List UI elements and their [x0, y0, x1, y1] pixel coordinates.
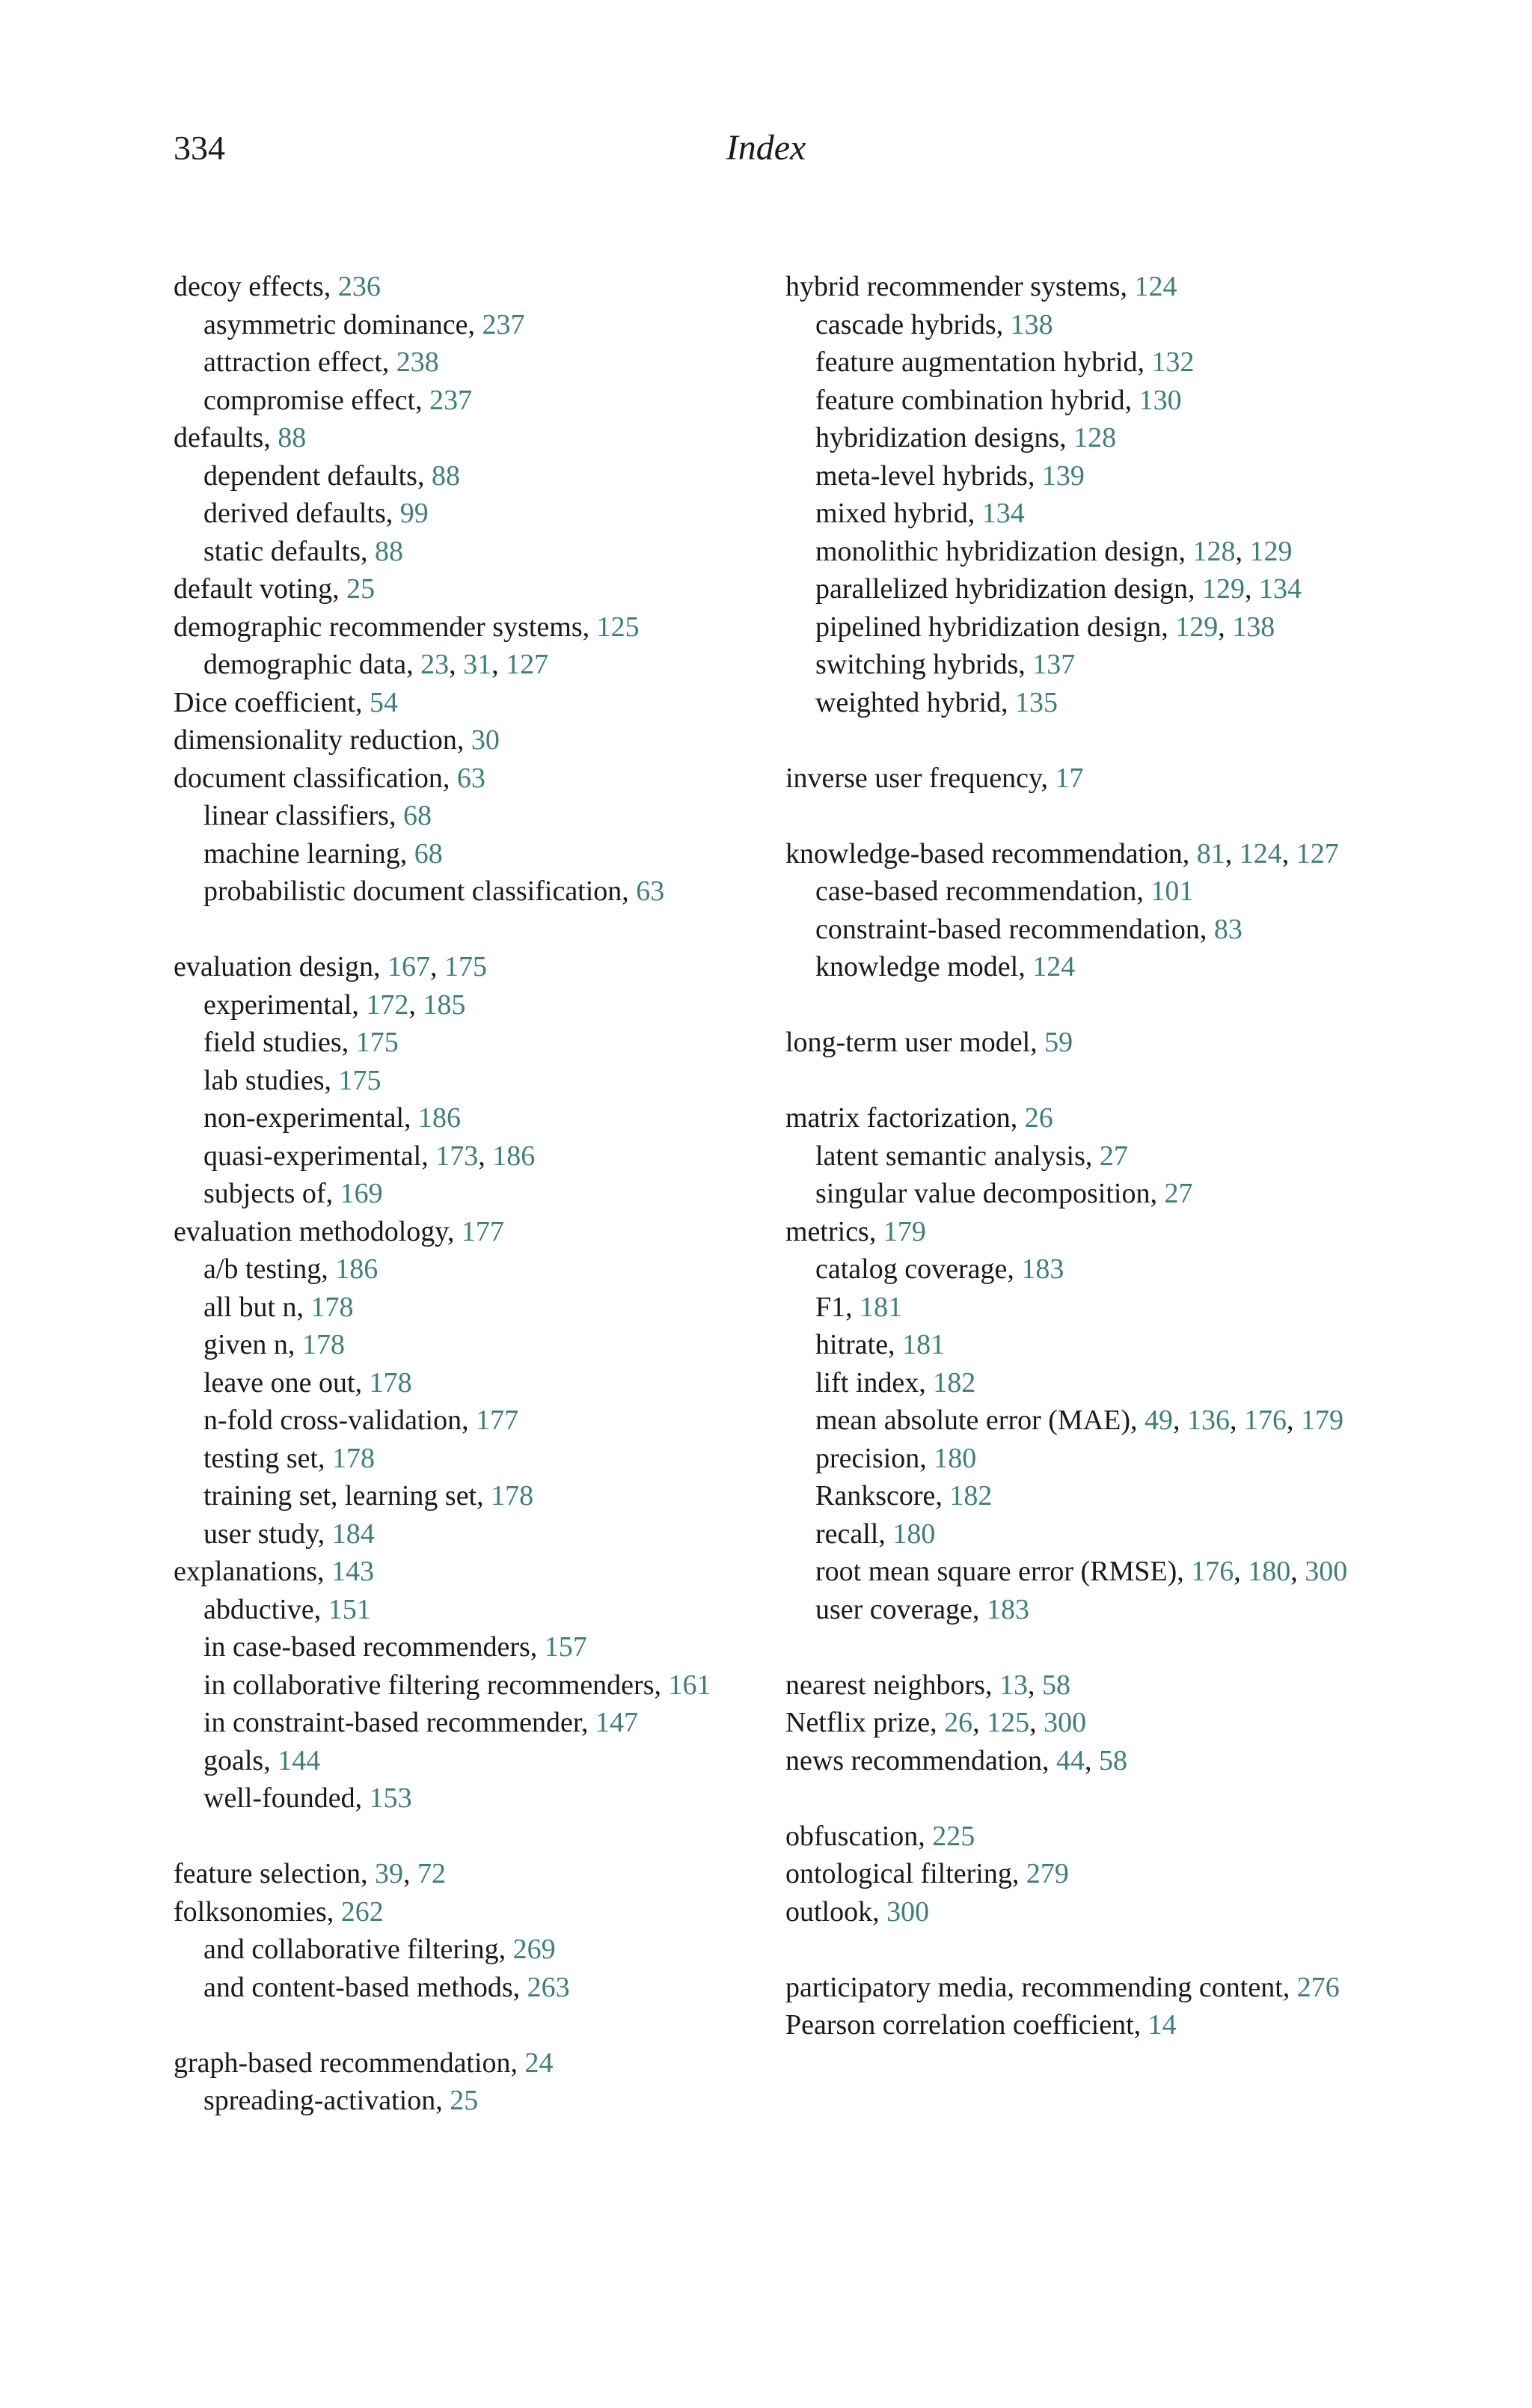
index-entry [174, 760, 787, 798]
index-subentry [174, 1515, 787, 1553]
page-reference-link[interactable]: 23 [420, 649, 450, 680]
index-term: user study, [203, 1518, 332, 1550]
page-reference-link[interactable]: 128 [1192, 535, 1236, 567]
index-entry [785, 1969, 1399, 2007]
page-reference-link[interactable]: 58 [1041, 1669, 1070, 1701]
index-term: lift index, [815, 1366, 934, 1399]
index-term: catalog coverage, [815, 1253, 1022, 1285]
page-reference-link[interactable]: 88 [374, 535, 403, 567]
index-term: parallelized hybridization design, [815, 573, 1203, 605]
index-subentry [785, 1364, 1399, 1402]
page-reference-link[interactable]: 237 [482, 308, 525, 340]
index-term: matrix factorization, [785, 1102, 1025, 1134]
page-reference-link[interactable]: 125 [596, 611, 640, 643]
index-term: training set, learning set, [203, 1480, 491, 1512]
index-term: F1, [815, 1291, 860, 1323]
index-term: nearest neighbors, [785, 1669, 999, 1701]
index-subentry [174, 495, 787, 533]
index-entry: knowledge-based recommendation, 81, 124, 127 [785, 837, 1339, 870]
index-entry [785, 1099, 1399, 1137]
index-term: hybridization designs, [815, 422, 1074, 453]
page-reference-link[interactable]: 101 [1150, 876, 1194, 907]
page-reference-link[interactable]: 300 [1044, 1707, 1087, 1738]
index-term: knowledge-based recommendation, [785, 837, 1197, 870]
index-term: ontological filtering, [785, 1858, 1026, 1889]
index-subentry [174, 1326, 787, 1364]
page-reference-link[interactable]: 124 [1032, 951, 1076, 983]
page-reference-link[interactable]: 179 [883, 1215, 926, 1247]
index-subentry: root mean square error (RMSE), 176, 180, 300 [815, 1556, 1348, 1587]
index-entry: evaluation design, 167, 175 [174, 951, 487, 983]
page-reference-link[interactable]: 225 [932, 1820, 975, 1852]
page-reference-link[interactable]: 127 [506, 649, 549, 680]
index-term: goals, [203, 1744, 278, 1776]
index-term: knowledge model, [815, 951, 1033, 983]
index-term: weighted hybrid, [815, 686, 1016, 718]
index-entry [785, 760, 1399, 798]
page-reference-link[interactable]: 181 [860, 1291, 903, 1323]
index-term: well-founded, [203, 1782, 370, 1814]
page-reference-link[interactable]: 99 [399, 498, 429, 529]
page-reference-link[interactable]: 58 [1098, 1744, 1127, 1776]
index-term: Dice coefficient, [174, 686, 370, 718]
index-subentry [174, 1969, 787, 2007]
index-term: leave one out, [203, 1366, 370, 1399]
page-reference-link[interactable]: 138 [1232, 611, 1275, 643]
index-subentry [174, 1062, 787, 1100]
index-term: root mean square error (RMSE), [815, 1556, 1192, 1587]
page-reference-link[interactable]: 26 [944, 1707, 973, 1738]
page-reference-link[interactable]: 39 [375, 1858, 404, 1889]
index-term: hybrid recommender systems, [785, 271, 1135, 302]
page-reference-link[interactable]: 31 [463, 649, 492, 680]
index-term: constraint-based recommendation, [815, 913, 1214, 945]
page-reference-link[interactable]: 186 [418, 1102, 462, 1134]
index-subentry [174, 1250, 787, 1289]
index-term: user coverage, [815, 1593, 987, 1625]
index-subentry [785, 1289, 1399, 1327]
index-subentry [785, 873, 1399, 911]
page-reference-link[interactable]: 182 [933, 1366, 976, 1399]
index-subentry [785, 646, 1399, 684]
index-subentry [785, 1175, 1399, 1213]
index-subentry [785, 343, 1399, 382]
index-subentry [174, 835, 787, 873]
page-reference-link[interactable]: 180 [934, 1442, 977, 1474]
page-reference-link[interactable]: 68 [414, 837, 443, 870]
page-reference-link[interactable]: 172 [366, 988, 409, 1021]
index-subentry [785, 911, 1399, 949]
index-term: defaults, [174, 422, 278, 453]
page-reference-link[interactable]: 63 [636, 876, 665, 907]
page-reference-link[interactable]: 183 [1021, 1253, 1064, 1285]
index-term: participatory media, recommending content, [785, 1971, 1297, 2003]
index-term: default voting, [174, 573, 347, 605]
page-reference-link[interactable]: 130 [1139, 384, 1182, 416]
index-term: evaluation design, [174, 951, 387, 983]
index-entry [174, 419, 787, 457]
index-term: field studies, [203, 1027, 356, 1058]
page-reference-link[interactable]: 263 [527, 1971, 570, 2003]
page-reference-link[interactable]: 72 [417, 1858, 447, 1889]
index-subentry [174, 1742, 787, 1780]
page-reference-link[interactable]: 125 [987, 1707, 1030, 1738]
index-subentry [785, 1250, 1399, 1289]
index-term: attraction effect, [203, 346, 396, 378]
page-reference-link[interactable]: 175 [355, 1027, 399, 1058]
index-term: recall, [815, 1518, 893, 1550]
page-reference-link[interactable]: 88 [431, 459, 460, 492]
index-term: outlook, [785, 1895, 887, 1928]
index-subentry [174, 1704, 787, 1742]
index-term: demographic data, [203, 649, 421, 680]
index-subentry [785, 457, 1399, 495]
index-subentry [174, 1666, 787, 1705]
page-number: 334 [174, 129, 225, 167]
index-term: probabilistic document classification, [203, 876, 637, 907]
page-reference-link[interactable]: 30 [471, 724, 500, 756]
index-subentry [174, 2082, 787, 2120]
page-reference-link[interactable]: 139 [1041, 459, 1085, 492]
page-reference-link[interactable]: 68 [402, 800, 432, 831]
index-term: singular value decomposition, [815, 1178, 1165, 1209]
index-entry [785, 1818, 1399, 1856]
index-entry [174, 1213, 787, 1251]
page-reference-link[interactable]: 134 [1259, 573, 1302, 605]
index-term: evaluation methodology, [174, 1215, 462, 1247]
index-entry: feature selection, 39, 72 [174, 1858, 447, 1889]
index-term: non-experimental, [203, 1102, 419, 1134]
index-subentry: quasi-experimental, 173, 186 [203, 1140, 536, 1172]
index-entry [174, 2044, 787, 2082]
index-subentry [174, 1024, 787, 1062]
page-reference-link[interactable]: 13 [999, 1669, 1028, 1701]
page-reference-link[interactable]: 147 [595, 1707, 638, 1738]
index-term: asymmetric dominance, [203, 308, 482, 340]
page-reference-link[interactable]: 14 [1148, 2009, 1177, 2041]
index-term: compromise effect, [203, 384, 430, 416]
index-term: feature selection, [174, 1858, 376, 1889]
page-reference-link[interactable]: 279 [1026, 1858, 1069, 1889]
index-term: linear classifiers, [203, 800, 403, 831]
page-reference-link[interactable]: 129 [1175, 611, 1219, 643]
page-reference-link[interactable]: 132 [1151, 346, 1195, 378]
page-reference-link[interactable]: 124 [1134, 271, 1177, 302]
index-subentry [174, 797, 787, 835]
index-term: explanations, [174, 1556, 332, 1587]
page-reference-link[interactable]: 178 [301, 1329, 345, 1360]
page-reference-link[interactable]: 185 [423, 988, 466, 1021]
page-reference-link[interactable]: 59 [1044, 1027, 1073, 1058]
index-subentry [174, 1779, 787, 1818]
page-reference-link[interactable]: 124 [1239, 837, 1282, 870]
page-reference-link[interactable]: 49 [1145, 1405, 1174, 1436]
page-reference-link[interactable]: 25 [346, 573, 376, 605]
page-reference-link[interactable]: 180 [892, 1518, 936, 1550]
index-subentry [785, 1440, 1399, 1478]
index-subentry: pipelined hybridization design, 129, 138 [815, 611, 1275, 643]
index-entry [174, 1893, 787, 1931]
page-reference-link[interactable]: 129 [1202, 573, 1245, 605]
index-subentry [174, 306, 787, 344]
index-term: obfuscation, [785, 1820, 933, 1852]
index-subentry [785, 382, 1399, 420]
index-term: mean absolute error (MAE), [815, 1405, 1145, 1436]
index-subentry [174, 457, 787, 495]
page-reference-link[interactable]: 161 [668, 1669, 711, 1701]
index-subentry [785, 948, 1399, 986]
index-entry [785, 1893, 1399, 1931]
index-entry [174, 268, 787, 306]
page-reference-link[interactable]: 186 [335, 1253, 379, 1285]
index-subentry: demographic data, 23, 31, 127 [203, 649, 549, 680]
index-entry [174, 1553, 787, 1591]
page-reference-link[interactable]: 137 [1032, 649, 1076, 680]
page-reference-link[interactable]: 237 [429, 384, 473, 416]
index-term: quasi-experimental, [203, 1140, 436, 1172]
page-reference-link[interactable]: 25 [450, 2085, 479, 2116]
index-subentry [174, 382, 787, 420]
page-reference-link[interactable]: 178 [491, 1480, 534, 1512]
page-reference-link[interactable]: 129 [1249, 535, 1293, 567]
running-head-title: Index [726, 128, 806, 168]
index-entry: news recommendation, 44, 58 [785, 1744, 1127, 1776]
page-reference-link[interactable]: 173 [435, 1140, 479, 1172]
index-term: all but n, [203, 1291, 311, 1323]
index-term: monolithic hybridization design, [815, 535, 1193, 567]
index-entry [785, 1855, 1399, 1893]
index-subentry [785, 1515, 1399, 1553]
page-reference-link[interactable]: 136 [1187, 1405, 1231, 1436]
index-subentry [174, 1477, 787, 1515]
index-term: folksonomies, [174, 1895, 341, 1928]
index-subentry [785, 1591, 1399, 1629]
index-term: dependent defaults, [203, 459, 432, 492]
page-reference-link[interactable]: 175 [444, 951, 487, 983]
index-term: demographic recommender systems, [174, 611, 597, 643]
index-entry [785, 2006, 1399, 2044]
index-subentry [174, 1931, 787, 1969]
index-term: testing set, [203, 1442, 333, 1474]
index-term: given n, [203, 1329, 302, 1360]
index-term: lab studies, [203, 1064, 339, 1096]
page-reference-link[interactable]: 134 [981, 498, 1025, 529]
page-reference-link[interactable]: 236 [337, 271, 381, 302]
page-reference-link[interactable]: 178 [369, 1366, 412, 1399]
index-entry [174, 570, 787, 608]
index-term: latent semantic analysis, [815, 1140, 1100, 1172]
index-subentry: experimental, 172, 185 [203, 988, 466, 1021]
index-term: metrics, [785, 1215, 883, 1247]
index-term: spreading-activation, [203, 2085, 450, 2116]
index-subentry [174, 1289, 787, 1327]
index-term: Rankscore, [815, 1480, 950, 1512]
page-reference-link[interactable]: 269 [512, 1934, 556, 1965]
index-term: n-fold cross-validation, [203, 1405, 477, 1436]
index-subentry [785, 306, 1399, 344]
index-term: in collaborative filtering recommenders, [203, 1669, 669, 1701]
page-reference-link[interactable]: 181 [902, 1329, 946, 1360]
page-reference-link[interactable]: 177 [476, 1405, 519, 1436]
index-subentry [785, 1326, 1399, 1364]
index-subentry [174, 1364, 787, 1402]
index-term: precision, [815, 1442, 934, 1474]
index-subentry: mean absolute error (MAE), 49, 136, 176, 179 [815, 1405, 1344, 1436]
page-reference-link[interactable]: 186 [492, 1140, 536, 1172]
page-reference-link[interactable]: 238 [396, 346, 439, 378]
page-reference-link[interactable]: 135 [1015, 686, 1058, 718]
index-term: meta-level hybrids, [815, 459, 1042, 492]
page-reference-link[interactable]: 127 [1296, 837, 1339, 870]
index-subentry [174, 1440, 787, 1478]
page-reference-link[interactable]: 151 [328, 1593, 371, 1625]
page-reference-link[interactable]: 153 [369, 1782, 412, 1814]
index-entry: Netflix prize, 26, 125, 300 [785, 1707, 1087, 1738]
index-term: and content-based methods, [203, 1971, 527, 2003]
page-reference-link[interactable]: 128 [1073, 422, 1117, 453]
page-reference-link[interactable]: 27 [1164, 1178, 1193, 1209]
page-reference-link[interactable]: 88 [278, 422, 307, 453]
index-column-right [785, 268, 1399, 2044]
page-reference-link[interactable]: 63 [456, 762, 485, 794]
index-subentry [174, 343, 787, 382]
page-reference-link[interactable]: 276 [1296, 1971, 1340, 2003]
index-subentry [174, 1402, 787, 1440]
index-term: machine learning, [203, 837, 414, 870]
index-term: switching hybrids, [815, 649, 1033, 680]
index-term: graph-based recommendation, [174, 2047, 525, 2079]
index-subentry [785, 419, 1399, 457]
index-term: static defaults, [203, 535, 375, 567]
index-term: in constraint-based recommender, [203, 1707, 595, 1738]
index-term: cascade hybrids, [815, 308, 1011, 340]
page-reference-link[interactable]: 300 [886, 1895, 930, 1928]
page-reference-link[interactable]: 184 [331, 1518, 375, 1550]
index-subentry [785, 1477, 1399, 1515]
index-term: feature combination hybrid, [815, 384, 1139, 416]
page-reference-link[interactable]: 157 [544, 1631, 587, 1663]
index-term: Pearson correlation coefficient, [785, 2009, 1148, 2041]
index-subentry [785, 495, 1399, 533]
page-reference-link[interactable]: 176 [1244, 1405, 1287, 1436]
index-subentry [174, 1628, 787, 1666]
page-reference-link[interactable]: 183 [986, 1593, 1029, 1625]
index-subentry [174, 1175, 787, 1213]
page-reference-link[interactable]: 54 [370, 686, 398, 718]
index-subentry: monolithic hybridization design, 128, 129 [815, 535, 1293, 567]
index-term: news recommendation, [785, 1744, 1056, 1776]
index-term: experimental, [203, 988, 367, 1021]
index-subentry: parallelized hybridization design, 129, 134 [815, 573, 1302, 605]
index-term: case-based recommendation, [815, 876, 1151, 907]
page-reference-link[interactable]: 27 [1099, 1140, 1128, 1172]
index-column-left [174, 268, 787, 2120]
index-term: derived defaults, [203, 498, 400, 529]
index-subentry [785, 684, 1399, 722]
page-reference-link[interactable]: 178 [332, 1442, 376, 1474]
index-term: and collaborative filtering, [203, 1934, 513, 1965]
page-reference-link[interactable]: 175 [338, 1064, 382, 1096]
page-reference-link[interactable]: 167 [387, 951, 430, 983]
index-entry [785, 268, 1399, 306]
index-entry [785, 1024, 1399, 1062]
page-reference-link[interactable]: 169 [340, 1178, 383, 1209]
index-subentry [174, 873, 787, 911]
page-reference-link[interactable]: 17 [1055, 762, 1084, 794]
index-term: hitrate, [815, 1329, 903, 1360]
page-reference-link[interactable]: 177 [461, 1215, 504, 1247]
page-reference-link[interactable]: 83 [1213, 913, 1243, 945]
page-reference-link[interactable]: 182 [949, 1480, 993, 1512]
index-entry [174, 684, 787, 722]
index-subentry [174, 533, 787, 571]
index-term: dimensionality reduction, [174, 724, 471, 756]
index-term: inverse user frequency, [785, 762, 1055, 794]
page-reference-link[interactable]: 81 [1196, 837, 1225, 870]
page-reference-link[interactable]: 138 [1010, 308, 1053, 340]
page-reference-link[interactable]: 24 [524, 2047, 554, 2079]
page-reference-link[interactable]: 262 [340, 1895, 384, 1928]
index-term: in case-based recommenders, [203, 1631, 545, 1663]
page-reference-link[interactable]: 180 [1248, 1556, 1291, 1587]
index-entry [785, 1213, 1399, 1251]
index-term: abductive, [203, 1593, 328, 1625]
index-term: long-term user model, [785, 1027, 1045, 1058]
index-entry [174, 721, 787, 760]
index-term: pipelined hybridization design, [815, 611, 1176, 643]
index-subentry [174, 1591, 787, 1629]
page-reference-link[interactable]: 44 [1055, 1744, 1085, 1776]
index-term: subjects of, [203, 1178, 340, 1209]
page-reference-link[interactable]: 300 [1305, 1556, 1348, 1587]
page-reference-link[interactable]: 144 [278, 1744, 321, 1776]
index-term: mixed hybrid, [815, 498, 982, 529]
page-reference-link[interactable]: 179 [1301, 1405, 1344, 1436]
index-term: feature augmentation hybrid, [815, 346, 1152, 378]
index-subentry [174, 1099, 787, 1137]
page-reference-link[interactable]: 26 [1024, 1102, 1053, 1134]
index-term: a/b testing, [203, 1253, 336, 1285]
index-term: decoy effects, [174, 271, 338, 302]
index-entry [174, 608, 787, 647]
page-reference-link[interactable]: 176 [1191, 1556, 1234, 1587]
page-reference-link[interactable]: 178 [310, 1291, 354, 1323]
page-reference-link[interactable]: 143 [331, 1556, 375, 1587]
index-subentry [785, 1137, 1399, 1176]
index-term: Netflix prize, [785, 1707, 945, 1738]
index-entry: nearest neighbors, 13, 58 [785, 1669, 1070, 1701]
index-term: document classification, [174, 762, 457, 794]
